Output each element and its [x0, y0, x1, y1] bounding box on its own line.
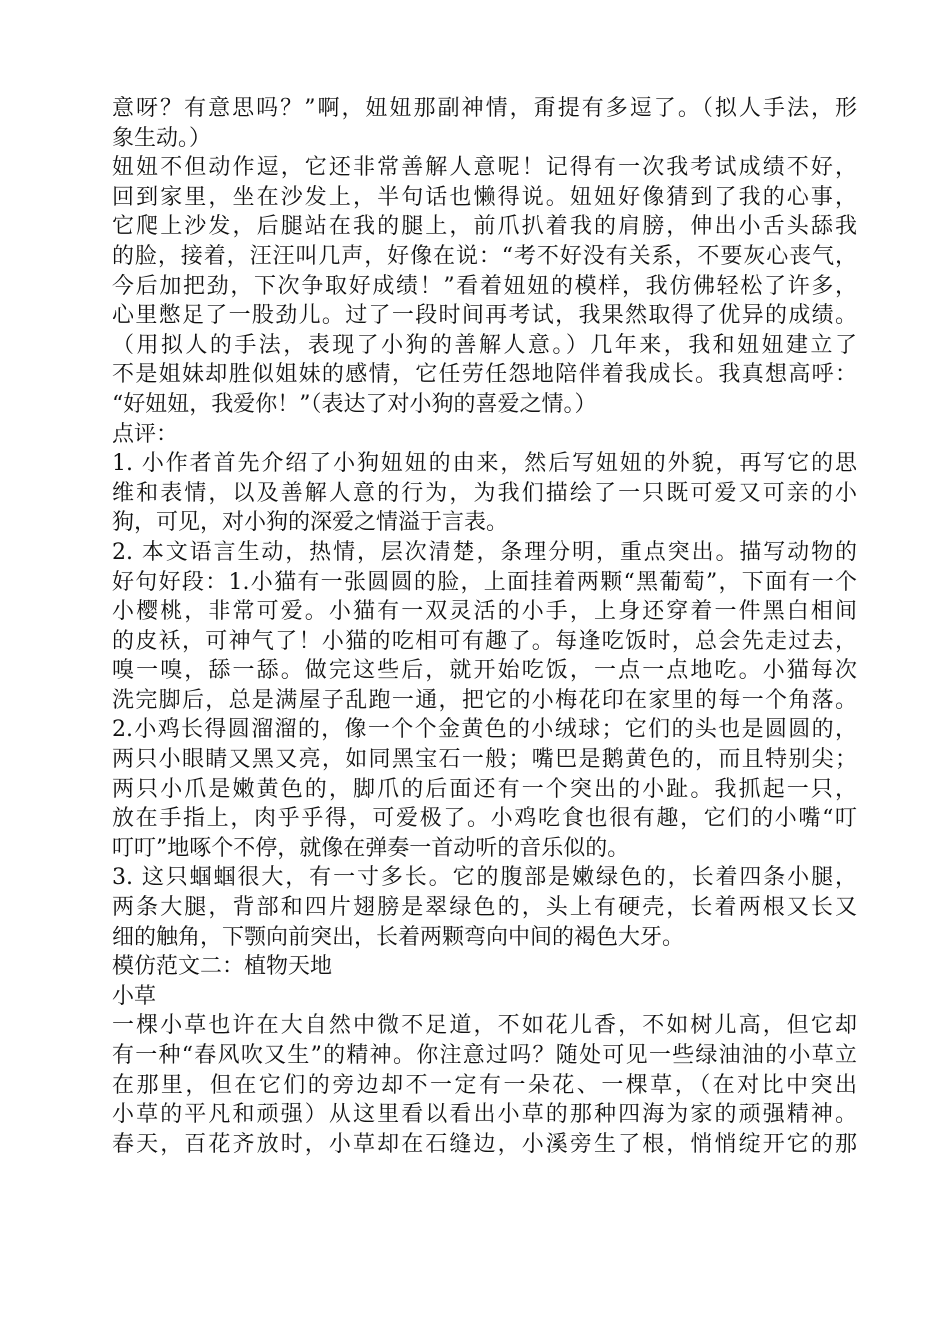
text-line: 嗅一嗅，舔一舔。做完这些后，就开始吃饭，一点一点地吃。小猫每次: [112, 658, 857, 684]
text-line: 1. 小作者首先介绍了小狗妞妞的由来，然后写妞妞的外貌，再写它的思: [112, 451, 857, 477]
text-line: 不是姐妹却胜似姐妹的感情，它任劳任怨地陪伴着我成长。我真想高呼：: [112, 362, 857, 388]
text-line: 细的触角，下颚向前突出，长着两颗弯向中间的褐色大牙。: [112, 924, 685, 950]
text-line: （用拟人的手法，表现了小狗的善解人意。）几年来，我和妞妞建立了: [112, 332, 857, 358]
text-line: 叮叮”地啄个不停，就像在弹奏一首动听的音乐似的。: [112, 835, 630, 861]
text-line: 2.小鸡长得圆溜溜的，像一个个金黄色的小绒球；它们的头也是圆圆的，: [112, 717, 857, 743]
text-line: 妞妞不但动作逗，它还非常善解人意呢！记得有一次我考试成绩不好，: [112, 155, 857, 181]
text-line: 心里憋足了一股劲儿。过了一段时间再考试，我果然取得了优异的成绩。: [112, 303, 857, 329]
text-line: 狗，可见，对小狗的深爱之情溢于言表。: [112, 510, 509, 536]
text-line: 今后加把劲，下次争取好成绩！”看着妞妞的模样，我仿佛轻松了许多，: [112, 273, 857, 299]
text-line: 意呀？有意思吗？”啊，妞妞那副神情，甭提有多逗了。（拟人手法，形: [112, 96, 857, 121]
text-line: 好句好段：1.小猫有一张圆圆的脸，上面挂着两颗“黑葡萄”，下面有一个: [112, 569, 857, 595]
text-line: 维和表情，以及善解人意的行为，为我们描绘了一只既可爱又可亲的小: [112, 480, 857, 506]
text-line: 的皮袄，可神气了！小猫的吃相可有趣了。每逢吃饭时，总会先走过去，: [112, 628, 857, 654]
text-line: 3. 这只蝈蝈很大，有一寸多长。它的腹部是嫩绿色的，长着四条小腿，: [112, 865, 857, 891]
text-line: 小樱桃，非常可爱。小猫有一双灵活的小手，上身还穿着一件黑白相间: [112, 599, 857, 625]
text-line: 在那里，但在它们的旁边却不一定有一朵花、一棵草，（在对比中突出: [112, 1072, 857, 1098]
section-heading: 点评：: [112, 421, 179, 447]
text-line: 有一种“春风吹又生”的精神。你注意过吗？随处可见一些绿油油的小草立: [112, 1043, 857, 1068]
text-line: 春天，百花齐放时，小草却在石缝边，小溪旁生了根，悄悄绽开它的那: [112, 1131, 857, 1157]
text-line: 洗完脚后，总是满屋子乱跑一通，把它的小梅花印在家里的每一个角落。: [112, 687, 857, 713]
text-line: 放在手指上，肉乎乎得，可爱极了。小鸡吃食也很有趣，它们的小嘴“叮: [112, 806, 857, 832]
text-line: 2. 本文语言生动，热情，层次清楚，条理分明，重点突出。描写动物的: [112, 539, 857, 565]
text-line: 的脸，接着，汪汪叫几声，好像在说：“考不好没有关系，不要灰心丧气，: [112, 243, 857, 269]
article-title: 小草: [112, 983, 157, 1009]
text-line: 象生动。）: [112, 125, 212, 151]
text-line: “好妞妞，我爱你！”（表达了对小狗的喜爱之情。）: [112, 391, 597, 417]
text-line: 两条大腿，背部和四片翅膀是翠绿色的，头上有硬壳，长着两根又长又: [112, 895, 857, 921]
text-line: 两只小眼睛又黑又亮，如同黑宝石一般；嘴巴是鹅黄色的，而且特别尖；: [112, 747, 857, 773]
text-line: 小草的平凡和顽强）从这里看以看出小草的那种四海为家的顽强精神。: [112, 1102, 857, 1128]
text-line: 两只小爪是嫩黄色的，脚爪的后面还有一个突出的小趾。我抓起一只，: [112, 776, 857, 802]
text-line: 一棵小草也许在大自然中微不足道，不如花儿香，不如树儿高，但它却: [112, 1013, 857, 1039]
text-line: 回到家里，坐在沙发上，半句话也懒得说。妞妞好像猜到了我的心事，: [112, 184, 857, 210]
section-heading: 模仿范文二：植物天地: [112, 954, 333, 980]
document-page: [112, 94, 857, 1159]
text-line: 它爬上沙发，后腿站在我的腿上，前爪扒着我的肩膀，伸出小舌头舔我: [112, 214, 857, 240]
